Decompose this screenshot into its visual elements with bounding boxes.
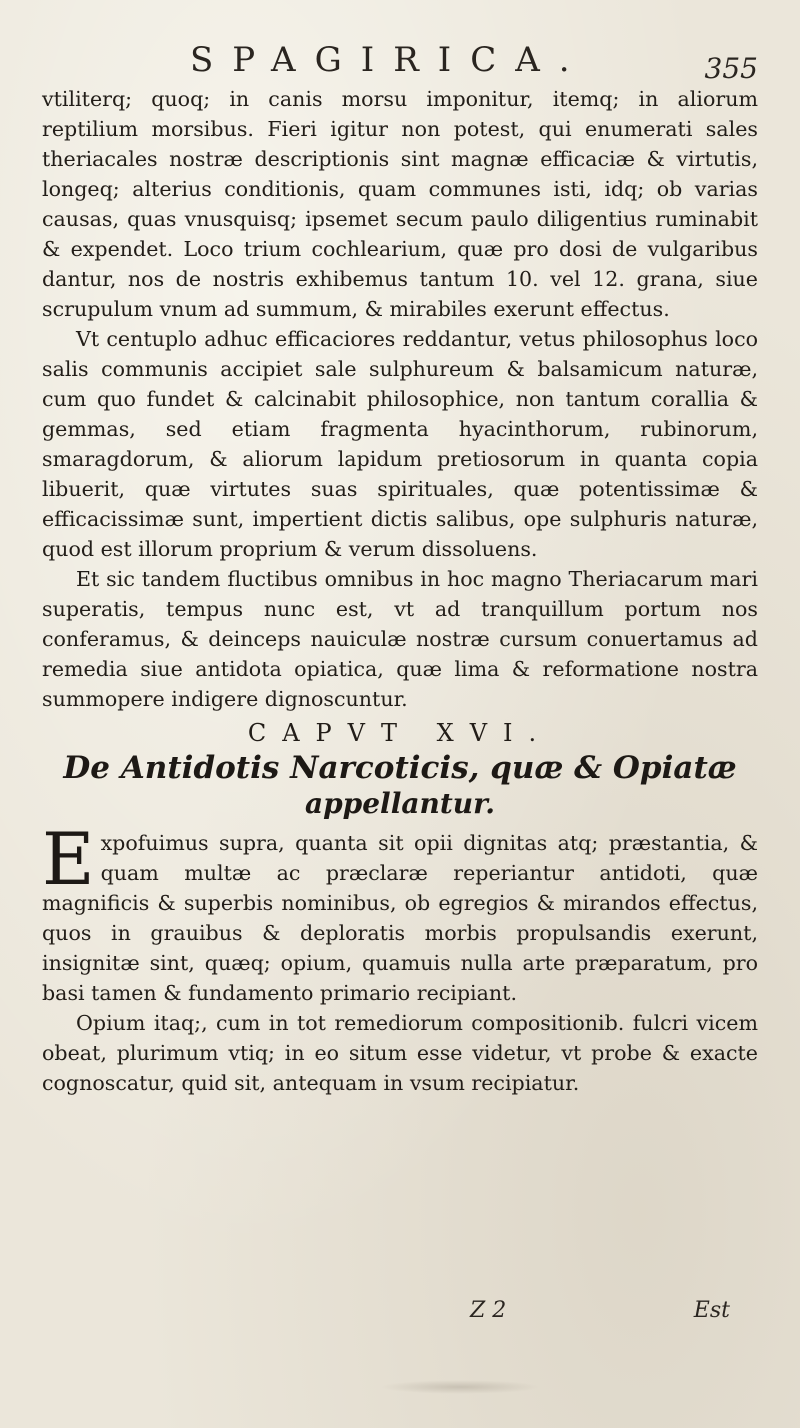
paragraph-continuation: vtiliterq; quoq; in canis morsu imponitur, itemq; in aliorum reptilium morsibus. Fieri igitur non potest, qui enumerati sales theriacales nostræ descriptionis sint magnæ efficaciæ & virtutis, longeq; alterius conditionis, quam communes isti, idq; ob varias causas, quas vnusquisq; ipsemet secum paulo diligentius ruminabit & expendet. Loco trium cochlearium, quæ pro dosi de vulgaribus dantur, nos de nostris exhibemus tantum 10. vel 12. grana, siue scrupulum vnum ad summum, & mirabiles exerunt effectus. <box>42 87 758 321</box>
chapter-paragraph-dropcap: Expofuimus supra, quanta sit opii dignitas atq; præstantia, & quam multæ ac præclaræ reperiantur antidoti, quæ magnificis & superbis nominibus, ob egregios & mirandos effectus, quos in grauibus & deploratis morbis propulsandis exerunt, insignitæ sint, quæq; opium, quamuis nulla arte præparatum, pro basi tamen & fundamento primario recipiant. <box>42 817 758 1005</box>
paragraph: Vt centuplo adhuc efficaciores reddantur, vetus philosophus loco salis communis accipiet sale sulphureum & balsamicum naturæ, cum quo fundet & calcinabit philosophice, non tantum corallia & gemmas, sed etiam fragmenta hyacinthorum, rubinorum, smaragdorum, & aliorum lapidum pretiosorum in quanta copia libuerit, quæ virtutes suas spirituales, quæ potentissimæ & efficacissimæ sunt, impertient dictis salibus, ope sulphuris naturæ, quod est illorum proprium & verum dissoluens. <box>42 327 758 561</box>
page-number: 355 <box>704 52 758 85</box>
chapter-heading: CAPVT XVI. <box>247 719 553 747</box>
paper-smudge <box>380 1380 540 1394</box>
signature-mark: Z 2 <box>470 1298 507 1323</box>
chapter-paragraph: Opium itaq;, cum in tot remediorum compositionib. fulcri vicem obeat, plurimum vtiq; in eo situm esse videtur, vt probe & exacte cognoscatur, quid sit, antequam in vsum recipiatur. <box>42 1011 758 1095</box>
paragraph: Et sic tandem fluctibus omnibus in hoc magno Theriacarum mari superatis, tempus nunc est, vt ad tranquillum portum nos conferamus, & deinceps nauiculæ nostræ cursum conuertamus ad remedia siue antidota opiatica, quæ lima & reformatione nostra summopere indigere dignoscuntur. <box>42 567 758 711</box>
chapter-title: De Antidotis Narcoticis, quæ & Opiatæ <box>63 750 737 786</box>
chapter-subtitle: appellantur. <box>304 787 496 820</box>
page-footer <box>470 1298 760 1323</box>
catchword: Est <box>693 1298 730 1323</box>
running-head: SPAGIRICA. <box>190 40 589 80</box>
text-block <box>42 84 758 1098</box>
